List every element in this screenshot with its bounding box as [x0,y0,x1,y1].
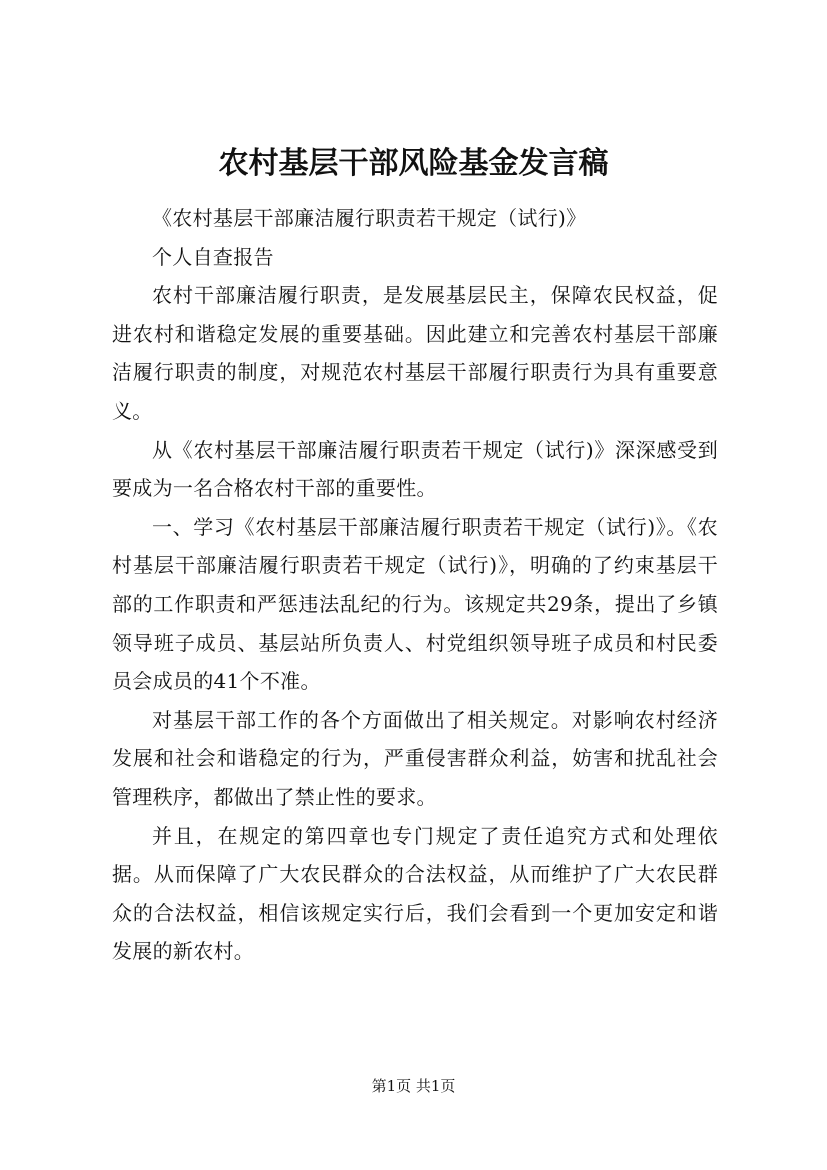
paragraph-feeling: 从《农村基层干部廉洁履行职责若干规定（试行)》深深感受到要成为一名合格农村干部的重要性。 [112,437,718,501]
paragraph-report-label: 个人自查报告 [152,244,274,269]
paragraph-provisions: 对基层干部工作的各个方面做出了相关规定。对影响农村经济发展和社会和谐稳定的行为，严重侵害群众利益，妨害和扰乱社会管理秩序，都做出了禁止性的要求。 [112,707,718,809]
document-body [112,199,718,971]
paragraph-regulation-name: 《农村基层干部廉洁履行职责若干规定（试行)》 [152,206,587,230]
page-number-footer: 第1页 共1页 [371,1077,456,1095]
paragraph-intro: 农村干部廉洁履行职责，是发展基层民主，保障农民权益，促进农村和谐稳定发展的重要基础。因此建立和完善农村基层干部廉洁履行职责的制度，对规范农村基层干部履行职责行为具有重要意义。 [112,283,718,423]
paragraph-conclusion: 并且，在规定的第四章也专门规定了责任追究方式和处理依据。从而保障了广大农民群众的合法权益，从而维护了广大农民群众的合法权益，相信该规定实行后，我们会看到一个更加安定和谐发展的新农村。 [112,823,718,964]
document-title: 农村基层干部风险基金发言稿 [218,146,609,181]
paragraph-study: 一、学习《农村基层干部廉洁履行职责若干规定（试行)》。《农村基层干部廉洁履行职责若干规定（试行)》，明确的了约束基层干部的工作职责和严惩违法乱纪的行为。该规定共29条，提出了乡镇领导班子成员、基层站所负责人、村党组织领导班子成员和村民委员会成员的41个不准。 [112,514,718,694]
